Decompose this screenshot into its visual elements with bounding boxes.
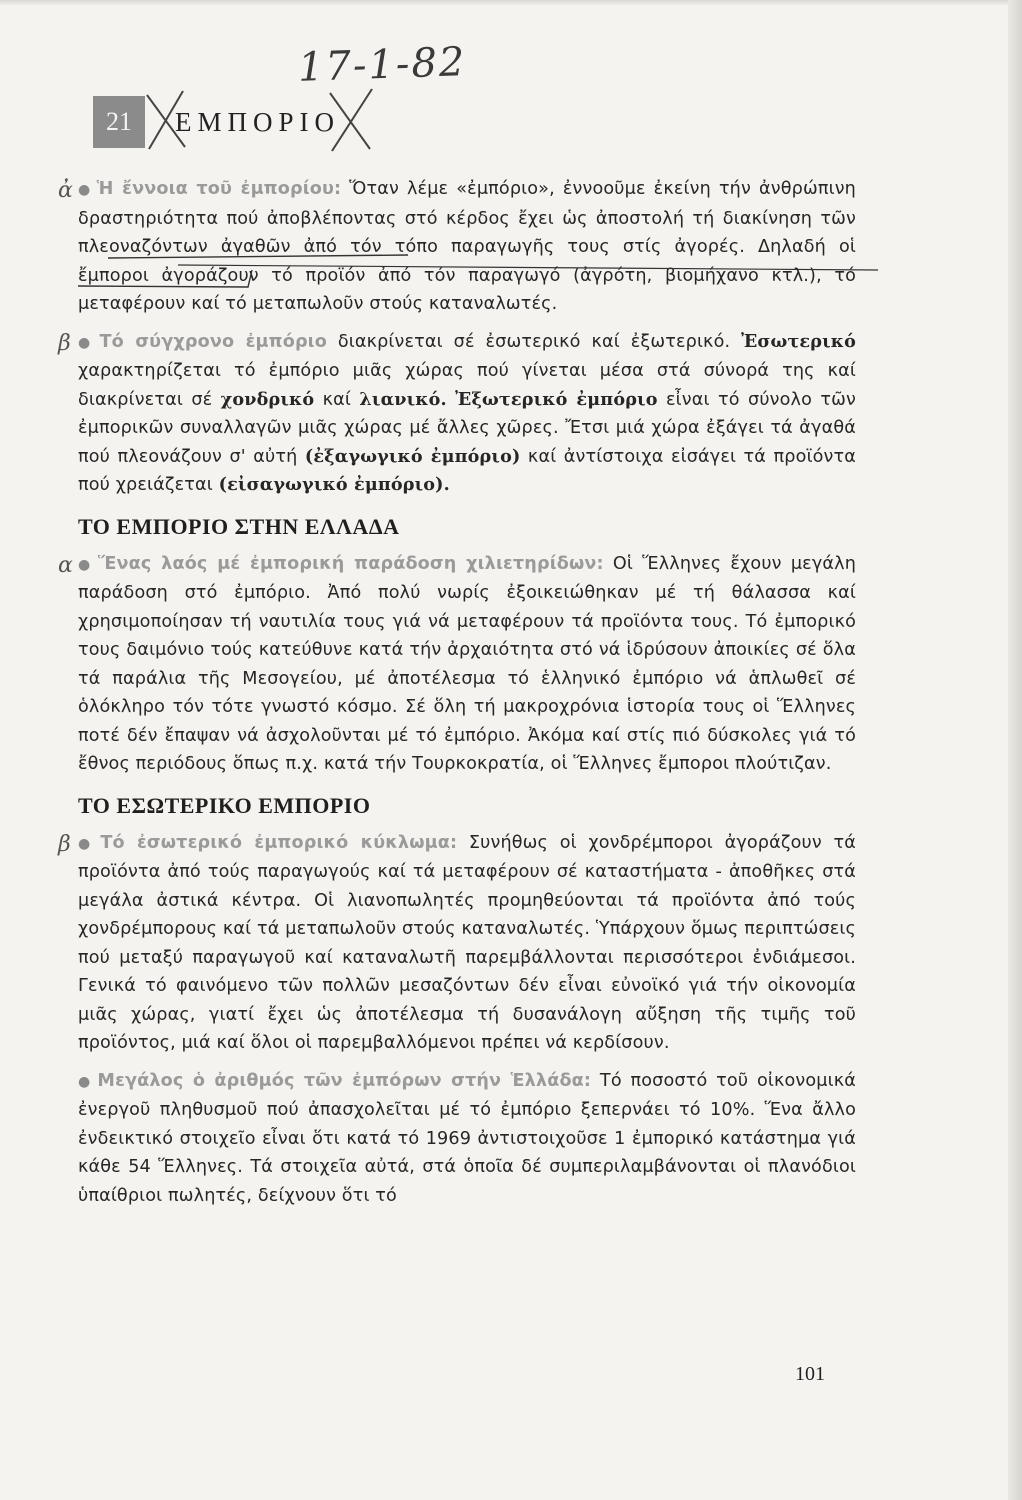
chapter-number-box: 21 — [93, 96, 145, 148]
chapter-header — [93, 92, 340, 152]
bold-term: Ἐξωτερικό ἐμπόριο — [455, 388, 658, 410]
margin-annotation: β — [58, 831, 71, 857]
margin-annotation: ἀ — [58, 178, 74, 203]
paragraph-text: καί — [322, 389, 352, 410]
paragraph-lead: Ἕνας λαός μέ ἐμπορική παράδοση χιλιετηρίδων: — [97, 553, 604, 574]
handwritten-date: 17-1-82 — [297, 39, 468, 91]
bullet-icon: ● — [78, 1073, 94, 1090]
paragraph-lead: Μεγάλος ὁ ἀριθμός τῶν ἐμπόρων στήν Ἑλλάδα: — [97, 1070, 592, 1091]
bold-term: (ἐξαγωγικό ἐμπόριο) — [304, 445, 521, 467]
paragraph-lead: Τό ἐσωτερικό ἐμπορικό κύκλωμα: — [100, 832, 458, 853]
paragraph-text: Τό ποσοστό τοῦ οἰκονομικά ἐνεργοῦ πληθυσμοῦ πού ἀπασχολεῖται μέ τό ἐμπόριο ξεπερνάει τό 10%. Ἕνα ἄλλο ἐνδεικτικό στοιχεῖο εἶναι ὅτι κατά τό 1969 ἀντιστοιχοῦσε 1 ἐμπορικό κατάστημα γιά κάθε 54 Ἕλληνες. Τά στοιχεῖα αὐτά, στά ὁποῖα δέ συμπεριλαμβάνονται οἱ πλανόδιοι ὑπαίθριοι πωλητές, δείχνουν ὅτι τό — [78, 1070, 856, 1206]
bullet-icon: ● — [78, 835, 97, 852]
paragraph-text: χαρακτηρίζεται τό ἐμπόριο μιᾶς χώρας πού γίνεται μέσα στά σύνορά της καί διακρίνεται σέ — [78, 361, 856, 410]
bold-term: χονδρικό — [220, 388, 315, 410]
paragraph-text: Οἱ Ἕλληνες ἔχουν μεγάλη παράδοση στό ἐμπόριο. Ἀπό πολύ νωρίς ἐξοικειώθηκαν μέ τή θάλασσα καί χρησιμοποίησαν τή ναυτιλία τους γιά νά μεταφέρουν τά προϊόντα τους. Τό ἐμπορικό τους δαιμόνιο τούς κατεύθυνε κατά τήν ἀρχαιότητα στό νά ἱδρύσουν ἀποικίες σέ ὅλα τά παράλια τῆς Μεσογείου, μέ ἀποτέλεσμα τό ἑλληνικό ἐμπόριο νά ἁπλωθεῖ σέ ὁλόκληρο τόν τότε γνωστό κόσμο. Σέ ὅλη τή μακροχρόνια ἱστορία τους οἱ Ἕλληνες ποτέ δέν ἔπαψαν νά ἀσχολοῦνται μέ τό ἐμπόριο. Ἀκόμα καί στίς πιό δύσκολες γιά τό ἔθνος περιόδους ὅπως π.χ. κατά τήν Τουρκοκρατία, οἱ Ἕλληνες ἔμποροι πλούτιζαν. — [78, 553, 856, 774]
paragraph-modern-trade — [58, 328, 857, 500]
paragraph-text: διακρίνεται σέ ἐσωτερικό καί ἐξωτερικό. — [337, 331, 731, 352]
bullet-icon: ● — [78, 182, 93, 198]
paragraph-number-of-traders — [78, 1067, 856, 1211]
bold-term: (εἰσαγωγικό ἐμπόριο). — [218, 474, 450, 495]
section-heading: ΤΟ ΕΣΩΤΕΡΙΚΟ ΕΜΠΟΡΙΟ — [78, 792, 371, 818]
handwritten-cross-mark-icon — [326, 87, 376, 153]
paragraph-greek-tradition — [58, 550, 856, 779]
paragraph-text: εἶναι τό σύνολο τῶν ἐμπορικῶν συναλλαγῶν μιᾶς χώρας μέ ἄλλες χῶρες. Ἔτσι μιά χώρα ἐξάγει τά ἀγαθά πού πλεονάζουν σ' αὐτή — [78, 389, 856, 467]
paragraph-lead: Τό σύγχρονο ἐμπόριο — [99, 331, 327, 352]
handwritten-cross-mark-icon — [141, 87, 191, 153]
bold-term: Ἐσωτερικό — [741, 330, 857, 352]
margin-annotation: β — [58, 330, 71, 356]
chapter-title-text: ΕΜΠΟΡΙΟ — [175, 106, 341, 137]
page-number: 101 — [795, 1363, 825, 1385]
paragraph-concept — [58, 175, 856, 319]
page-body — [58, 175, 857, 1219]
section-heading: ΤΟ ΕΜΠΟΡΙΟ ΣΤΗΝ ΕΛΛΑΔΑ — [78, 513, 400, 539]
paragraph-domestic-circuit — [58, 829, 856, 1058]
paragraph-text: καί ἀντίστοιχα εἰσάγει τά προϊόντα πού χρειάζεται — [78, 446, 856, 495]
bullet-icon: ● — [78, 556, 94, 573]
page-right-edge — [1008, 0, 1022, 1500]
page-top-shadow — [0, 0, 1022, 6]
paragraph-text: Συνήθως οἱ χονδρέμποροι ἀγοράζουν τά προϊόντα ἀπό τούς παραγωγούς καί τά μεταφέρουν σέ καταστήματα - ἀποθῆκες στά μεγάλα ἀστικά κέντρα. Οἱ λιανοπωλητές προμηθεύονται τά προϊόντα ἀπό τούς χονδρέμπορους καί τά μεταπωλοῦν στούς καταναλωτές. Ὑπάρχουν ὅμως περιπτώσεις πού μεταξύ παραγωγοῦ καί καταναλωτῆ παρεμβάλλονται περισσότεροι ἐνδιάμεσοι. Γενικά τό φαινόμενο τῶν πολλῶν μεσαζόντων δέν εἶναι εὐνοϊκό γιά τήν οἰκονομία μιᾶς χώρας, γιατί ἔχει ὡς ἀποτέλεσμα τή δυσανάλογη αὔξηση τῆς τιμῆς τοῦ προϊόντος, μιά καί ὅλοι οἱ παρεμβαλλόμενοι πρέπει νά κερδίσουν. — [78, 832, 856, 1053]
paragraph-text: Ὅταν λέμε «ἐμπόριο», ἐννοοῦμε ἐκείνη τήν ἀνθρώπινη δραστηριότητα πού ἀποβλέποντας στό κέρδος ἔχει ὡς ἀποστολή τή διακίνηση τῶν πλεοναζόντων ἀγαθῶν ἀπό τόν τόπο παραγωγῆς τους στίς ἀγορές. Δηλαδή οἱ ἔμποροι ἀγοράζουν τό προϊόν ἀπό τόν παραγωγό (ἀγρότη, βιομήχανο κτλ.), τό μεταφέρουν καί τό μεταπωλοῦν στούς καταναλωτές. — [78, 179, 856, 314]
margin-annotation: α — [58, 552, 74, 578]
paragraph-lead: Ἡ ἔννοια τοῦ ἐμπορίου: — [96, 179, 342, 199]
bullet-icon: ● — [78, 334, 96, 351]
chapter-title — [175, 107, 340, 138]
bold-term: λιανικό. — [359, 388, 447, 410]
